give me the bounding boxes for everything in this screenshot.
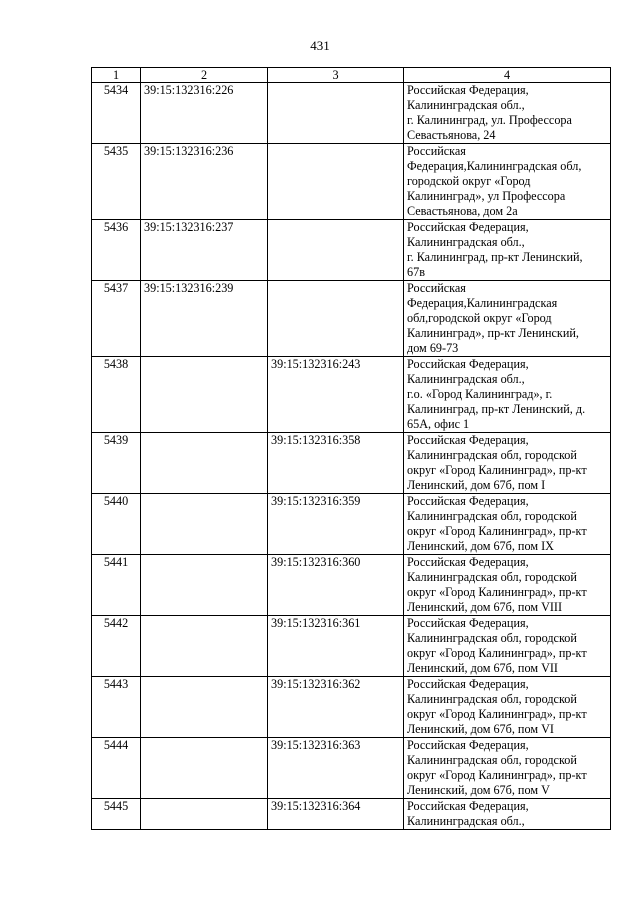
table-body: [92, 83, 611, 830]
address-line: г. Калининград, пр-кт Ленинский,: [407, 250, 583, 264]
table-row: [92, 799, 611, 830]
address-line: округ «Город Калининград», пр-кт: [407, 646, 587, 660]
cadastral-number-alt-cell: [268, 144, 404, 220]
cadastral-number-alt-cell: 39:15:132316:364: [268, 799, 404, 830]
address-cell: [404, 799, 611, 830]
table-row: [92, 738, 611, 799]
address-line: городской округ «Город: [407, 174, 531, 188]
table-row: [92, 357, 611, 433]
cadastral-number-alt-cell: 39:15:132316:359: [268, 494, 404, 555]
header-col-3: 3: [268, 68, 404, 83]
address-cell: [404, 555, 611, 616]
address-line: 65А, офис 1: [407, 417, 470, 431]
address-cell: [404, 433, 611, 494]
row-number-cell: 5442: [92, 616, 141, 677]
address-line: Калининград», ул Профессора: [407, 189, 566, 203]
address-line: Российская Федерация,: [407, 677, 529, 691]
cadastral-number-cell: [141, 616, 268, 677]
address-line: г. Калининград, ул. Профессора: [407, 113, 572, 127]
address-cell: [404, 220, 611, 281]
header-col-1: 1: [92, 68, 141, 83]
address-line: Российская: [407, 281, 466, 295]
cadastral-number-cell: [141, 494, 268, 555]
address-line: Российская Федерация,: [407, 799, 529, 813]
address-line: Федерация,Калининградская обл,: [407, 159, 582, 173]
address-line: Российская Федерация,: [407, 220, 529, 234]
cadastral-number-cell: [141, 677, 268, 738]
cadastral-number-cell: [141, 555, 268, 616]
registry-table: [91, 67, 611, 830]
address-line: Калининградская обл, городской: [407, 570, 577, 584]
address-cell: [404, 281, 611, 357]
table-header: [92, 68, 611, 83]
address-line: Севастьянова, дом 2а: [407, 204, 518, 218]
header-col-2: 2: [141, 68, 268, 83]
address-line: Калининградская обл, городской: [407, 692, 577, 706]
cadastral-number-cell: [141, 738, 268, 799]
row-number-cell: 5439: [92, 433, 141, 494]
address-cell: [404, 357, 611, 433]
address-line: Федерация,Калининградская: [407, 296, 558, 310]
address-line: округ «Город Калининград», пр-кт: [407, 768, 587, 782]
address-line: Калининградская обл, городской: [407, 753, 577, 767]
page-number: 431: [310, 38, 330, 53]
address-line: Ленинский, дом 67б, пом VII: [407, 661, 558, 675]
address-line: Российская Федерация,: [407, 738, 529, 752]
address-cell: [404, 738, 611, 799]
address-line: Российская Федерация,: [407, 555, 529, 569]
table-row: [92, 555, 611, 616]
address-line: Российская Федерация,: [407, 494, 529, 508]
table-row: [92, 616, 611, 677]
cadastral-number-alt-cell: [268, 220, 404, 281]
address-line: Калининградская обл, городской: [407, 631, 577, 645]
row-number-cell: 5440: [92, 494, 141, 555]
address-line: Российская Федерация,: [407, 433, 529, 447]
address-line: Российская Федерация,: [407, 616, 529, 630]
table-row: [92, 83, 611, 144]
header-row: [92, 68, 611, 83]
table-row: [92, 144, 611, 220]
address-line: Калининградская обл, городской: [407, 509, 577, 523]
address-line: Севастьянова, 24: [407, 128, 496, 142]
row-number-cell: 5443: [92, 677, 141, 738]
address-line: дом 69-73: [407, 341, 459, 355]
table-row: [92, 220, 611, 281]
address-line: Калининградская обл.,: [407, 235, 525, 249]
cadastral-number-alt-cell: 39:15:132316:361: [268, 616, 404, 677]
table-row: [92, 433, 611, 494]
address-line: обл,городской округ «Город: [407, 311, 552, 325]
cadastral-number-cell: [141, 433, 268, 494]
cadastral-number-alt-cell: 39:15:132316:363: [268, 738, 404, 799]
cadastral-number-alt-cell: 39:15:132316:362: [268, 677, 404, 738]
row-number-cell: 5435: [92, 144, 141, 220]
row-number-cell: 5445: [92, 799, 141, 830]
address-line: округ «Город Калининград», пр-кт: [407, 707, 587, 721]
row-number-cell: 5441: [92, 555, 141, 616]
address-line: Калининград, пр-кт Ленинский, д.: [407, 402, 586, 416]
address-line: Ленинский, дом 67б, пом V: [407, 783, 550, 797]
address-line: Калининградская обл, городской: [407, 448, 577, 462]
address-line: Ленинский, дом 67б, пом VIII: [407, 600, 563, 614]
address-cell: [404, 677, 611, 738]
cadastral-number-cell: 39:15:132316:239: [141, 281, 268, 357]
address-line: Калининградская обл.,: [407, 814, 525, 828]
cadastral-number-alt-cell: 39:15:132316:243: [268, 357, 404, 433]
cadastral-number-alt-cell: 39:15:132316:358: [268, 433, 404, 494]
row-number-cell: 5438: [92, 357, 141, 433]
address-cell: [404, 83, 611, 144]
address-line: Калининградская обл.,: [407, 372, 525, 386]
address-line: Калининград», пр-кт Ленинский,: [407, 326, 579, 340]
row-number-cell: 5434: [92, 83, 141, 144]
address-line: Ленинский, дом 67б, пом I: [407, 478, 546, 492]
header-col-4: 4: [404, 68, 611, 83]
row-number-cell: 5437: [92, 281, 141, 357]
row-number-cell: 5444: [92, 738, 141, 799]
cadastral-number-cell: 39:15:132316:236: [141, 144, 268, 220]
table-row: [92, 281, 611, 357]
address-line: Российская: [407, 144, 466, 158]
address-line: г.о. «Город Калининград», г.: [407, 387, 553, 401]
cadastral-number-cell: [141, 799, 268, 830]
cadastral-number-cell: 39:15:132316:226: [141, 83, 268, 144]
cadastral-number-cell: [141, 357, 268, 433]
address-line: округ «Город Калининград», пр-кт: [407, 524, 587, 538]
address-line: округ «Город Калининград», пр-кт: [407, 585, 587, 599]
address-cell: [404, 616, 611, 677]
address-line: Ленинский, дом 67б, пом IX: [407, 539, 554, 553]
address-line: Российская Федерация,: [407, 83, 529, 97]
address-line: Ленинский, дом 67б, пом VI: [407, 722, 554, 736]
cadastral-number-alt-cell: [268, 83, 404, 144]
address-cell: [404, 144, 611, 220]
cadastral-number-alt-cell: 39:15:132316:360: [268, 555, 404, 616]
cadastral-number-cell: 39:15:132316:237: [141, 220, 268, 281]
row-number-cell: 5436: [92, 220, 141, 281]
address-line: округ «Город Калининград», пр-кт: [407, 463, 587, 477]
table-row: [92, 677, 611, 738]
address-line: 67в: [407, 265, 425, 279]
address-line: Калининградская обл.,: [407, 98, 525, 112]
address-line: Российская Федерация,: [407, 357, 529, 371]
address-cell: [404, 494, 611, 555]
cadastral-number-alt-cell: [268, 281, 404, 357]
table-row: [92, 494, 611, 555]
